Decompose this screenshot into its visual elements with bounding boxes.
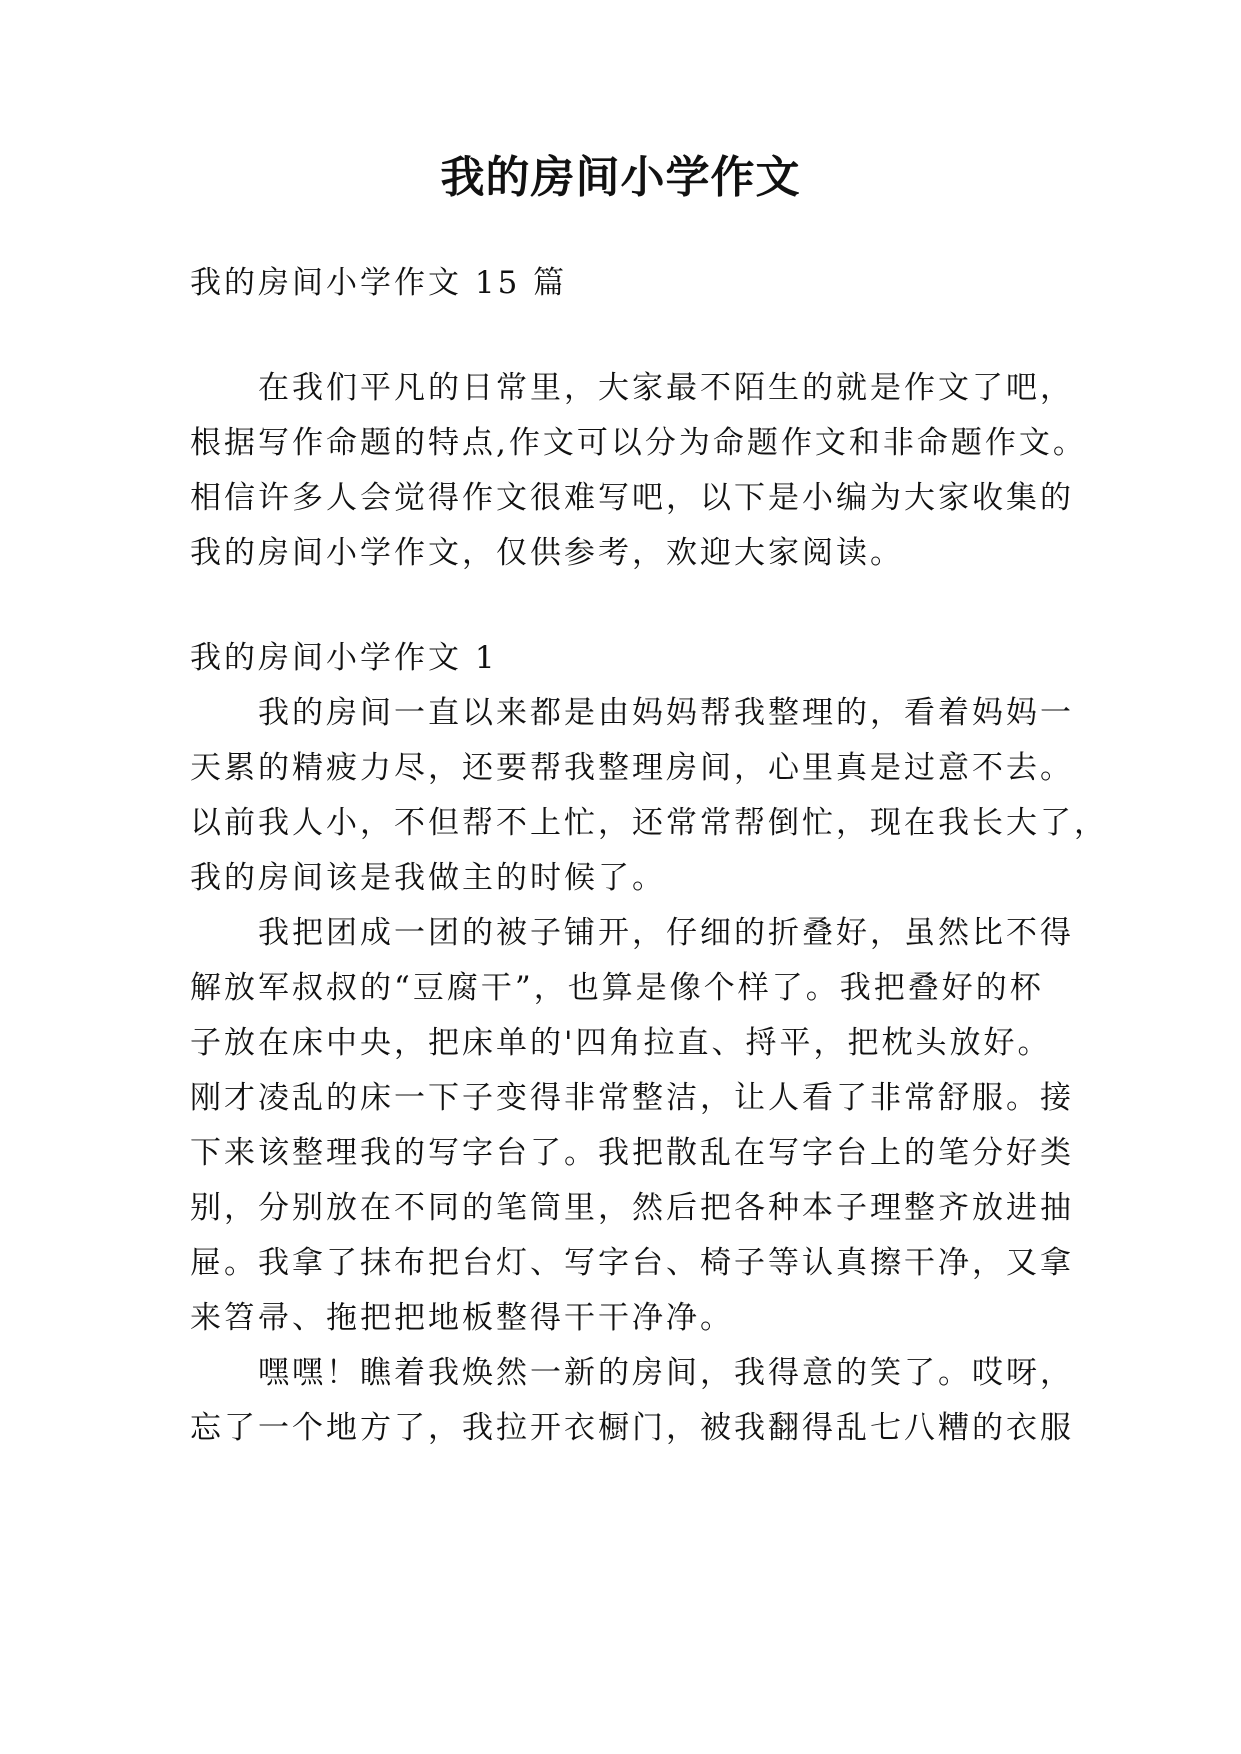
intro-line-2: 根据写作命题的特点,作文可以分为命题作文和非命题作文。	[190, 425, 1087, 461]
para1-line-4: 我的房间该是我做主的时候了。	[190, 860, 666, 896]
intro-line-4: 我的房间小学作文，仅供参考，欢迎大家阅读。	[190, 535, 904, 571]
document-subtitle: 我的房间小学作文 15 篇	[190, 265, 568, 301]
para1-line-3: 以前我人小，不但帮不上忙，还常常帮倒忙，现在我长大了，	[190, 805, 1108, 841]
document-title: 我的房间小学作文	[440, 152, 801, 203]
para2-line-5: 下来该整理我的写字台了。我把散乱在写字台上的笔分好类	[190, 1135, 1074, 1171]
section-heading: 我的房间小学作文 1	[190, 640, 498, 676]
para2-line-8: 来笤帚、拖把把地板整得干干净净。	[190, 1300, 734, 1336]
para2-line-4: 刚才凌乱的床一下子变得非常整洁，让人看了非常舒服。接	[190, 1080, 1074, 1116]
para3-line-2: 忘了一个地方了，我拉开衣橱门，被我翻得乱七八糟的衣服	[190, 1410, 1074, 1446]
para2-line-2: 解放军叔叔的“豆腐干”，也算是像个样了。我把叠好的杯	[190, 970, 1044, 1006]
para2-line-3: 子放在床中央，把床单的'四角拉直、捋平，把枕头放好。	[190, 1025, 1052, 1061]
para3-line-1: 嘿嘿！瞧着我焕然一新的房间，我得意的笑了。哎呀，	[258, 1355, 1074, 1391]
para1-line-2: 天累的精疲力尽，还要帮我整理房间，心里真是过意不去。	[190, 750, 1074, 786]
intro-line-1: 在我们平凡的日常里，大家最不陌生的就是作文了吧，	[258, 370, 1074, 406]
para2-line-7: 屉。我拿了抹布把台灯、写字台、椅子等认真擦干净，又拿	[190, 1245, 1074, 1281]
para2-line-6: 别，分别放在不同的笔筒里，然后把各种本子理整齐放进抽	[190, 1190, 1074, 1226]
intro-line-3: 相信许多人会觉得作文很难写吧，以下是小编为大家收集的	[190, 480, 1074, 516]
para1-line-1: 我的房间一直以来都是由妈妈帮我整理的，看着妈妈一	[258, 695, 1074, 731]
para2-line-1: 我把团成一团的被子铺开，仔细的折叠好，虽然比不得	[258, 915, 1074, 951]
